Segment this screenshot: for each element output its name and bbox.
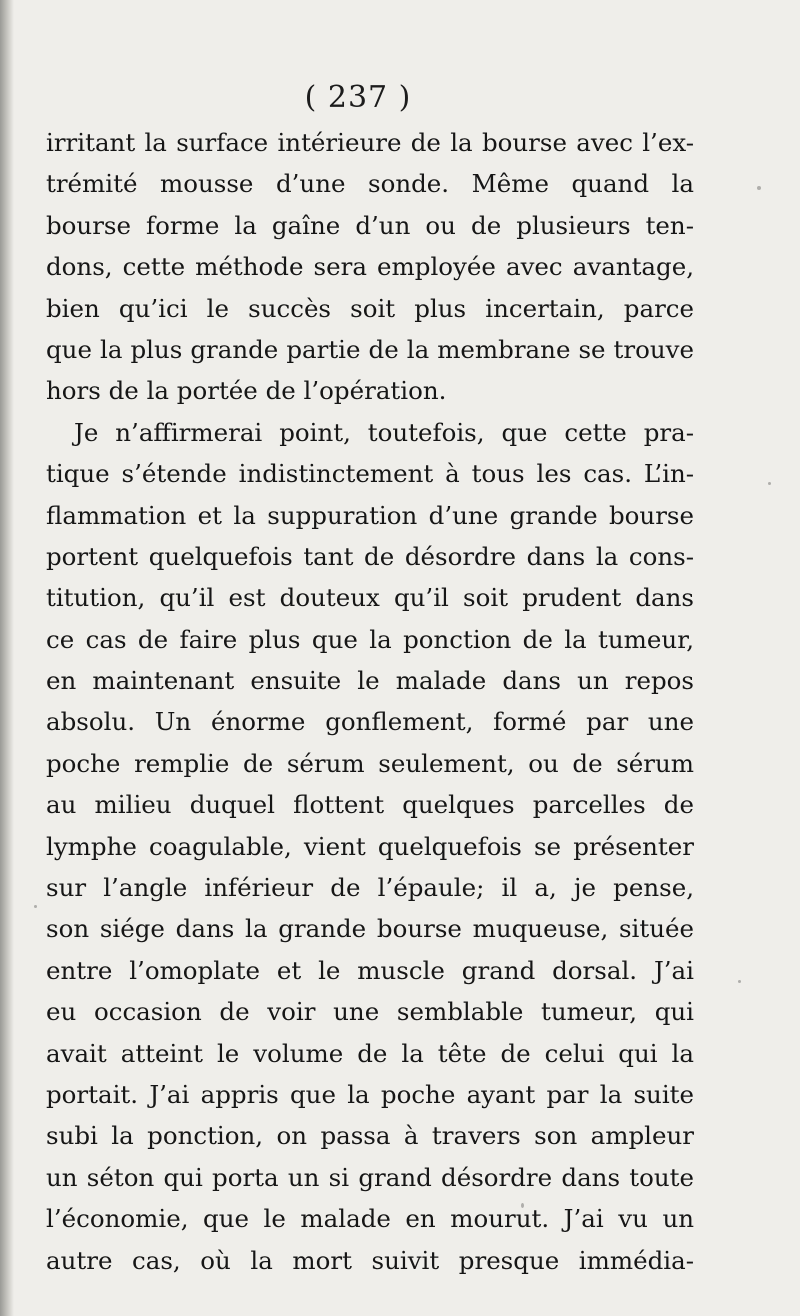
text-line: dons, cette méthode sera employée avec avantage, [46,252,694,282]
text-line: autre cas, où la mort suivit presque immédia- [46,1245,694,1275]
text-line: poche remplie de sérum seulement, ou de sérum [46,748,694,778]
text-line: son siége dans la grande bourse muqueuse, située [46,914,694,944]
text-line: titution, qu’il est douteux qu’il soit prudent dans [46,583,694,613]
text-line: hors de la portée de l’opération. [46,376,447,406]
text-line: un séton qui porta un si grand désordre dans toute [46,1162,694,1192]
text-line: sur l’angle inférieur de l’épaule; il a, je pense, [46,873,694,903]
text-line: Je n’affirmerai point, toutefois, que cette pra- [74,417,694,447]
page-number: ( 237 ) [304,80,412,115]
text-line: portent quelquefois tant de désordre dans la cons- [46,541,694,571]
text-line: flammation et la suppuration d’une grande bourse [46,500,694,530]
text-line: au milieu duquel flottent quelques parcelles de [46,790,694,820]
text-line: bourse forme la gaîne d’un ou de plusieurs ten- [46,210,694,240]
text-line: portait. J’ai appris que la poche ayant par la suite [46,1079,694,1109]
text-line: tique s’étende indistinctement à tous les cas. L’in- [46,459,694,489]
text-line: irritant la surface intérieure de la bourse avec l’ex- [46,128,694,157]
text-line: en maintenant ensuite le malade dans un repos [46,666,694,696]
text-line: entre l’omoplate et le muscle grand dorsal. J’ai [46,955,694,985]
paper-speck [757,186,761,190]
text-line: trémité mousse d’une sonde. Même quand la [46,169,694,199]
text-line: avait atteint le volume de la tête de celui qui la [46,1038,694,1068]
text-line: bien qu’ici le succès soit plus incertain, parce [46,293,694,323]
text-line: ce cas de faire plus que la ponction de la tumeur, [46,624,694,654]
paper-speck [768,482,771,485]
paper-speck [738,980,741,983]
text-line: que la plus grande partie de la membrane se trouve [46,334,694,364]
text-line: eu occasion de voir une semblable tumeur, qui [46,997,694,1027]
binding-shadow [0,0,14,1316]
body-text [46,122,694,1281]
text-line: l’économie, que le malade en mourut. J’ai vu un [46,1204,694,1234]
text-line: absolu. Un énorme gonflement, formé par une [46,707,694,737]
text-line: lymphe coagulable, vient quelquefois se présenter [46,831,694,861]
text-line: subi la ponction, on passa à travers son ampleur [46,1121,694,1151]
paper-speck [34,905,37,908]
